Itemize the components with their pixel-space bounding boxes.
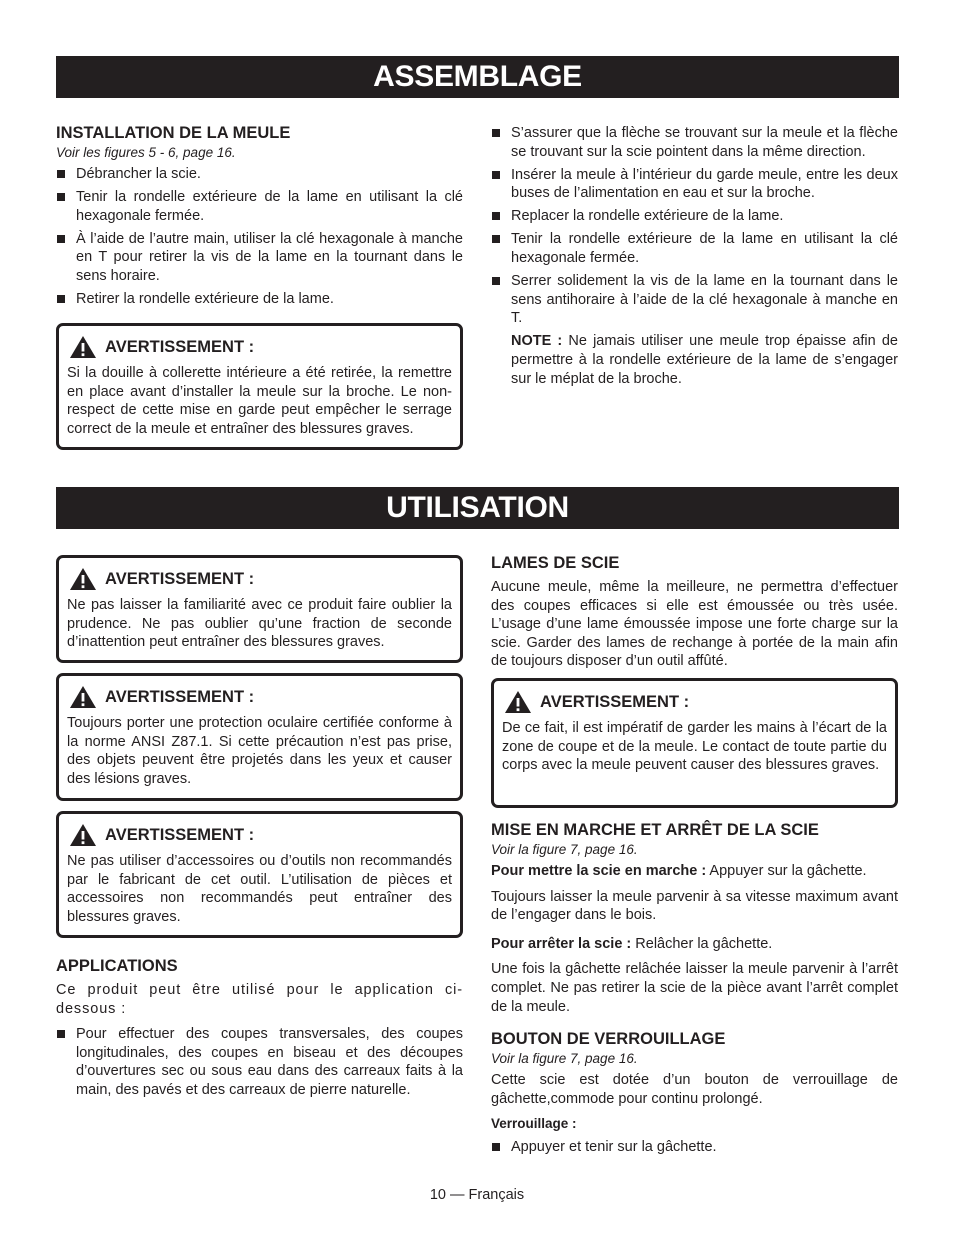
bullet-square [57,295,65,303]
bullet-square [57,170,65,178]
applications-list [56,1025,463,1099]
bullet-square [492,277,500,285]
warning-triangle-icon [504,690,532,714]
assembly-list [491,124,898,328]
warning-box [56,673,463,801]
bullet-square [57,235,65,243]
page-footer: 10 — Français [429,1187,525,1203]
installation-ref: Voir les figures 5 - 6, page 16. [56,145,236,160]
warning-triangle-icon [69,335,97,359]
warning-box [56,323,463,450]
warning-triangle-icon [69,823,97,847]
list-item: Insérer la meule à l’intérieur du garde meule, entre les deux buses de l’alimentation en eau et sur la broche. [491,166,898,203]
marche-paragraph-1: Toujours laisser la meule parvenir à sa vitesse maximum avant de l’engager dans le bois. [491,888,898,924]
warning-triangle-icon [69,567,97,591]
warning-text: Si la douille à collerette intérieure a été retirée, la remettre en place avant d’installer la meule sur la broche. Le non-respect de cette mise en garde peut empêcher le serrage correct de la meule et entraîner des blessures graves. [67,365,452,437]
bullet-square [492,1143,500,1151]
list-item: Tenir la rondelle extérieure de la lame en utilisant la clé hexagonale fermée. [56,188,463,225]
bouton-section [491,1030,898,1161]
warning-title: AVERTISSEMENT : [105,687,255,706]
applications-intro: Ce produit peut être utilisé pour le application ci-dessous : [56,982,463,1017]
marche-ref: Voir la figure 7, page 16. [491,842,638,857]
lock-label-line [491,1115,898,1134]
warning-title: AVERTISSEMENT : [105,337,255,356]
applications-section [56,957,463,1104]
list-item: Serrer solidement la vis de la lame en la tournant dans le sens antihoraire à l’aide de la clé hexagonale à manche en T. [491,272,898,328]
installation-heading: INSTALLATION DE LA MEULE [56,124,291,142]
bouton-list [491,1138,898,1157]
bullet-square [57,1030,65,1038]
warning-text: De ce fait, il est impératif de garder les mains à l’écart de la zone de coupe et de la meule. Le contact de toute partie du corps avec la meule peuvent causer des blessures graves. [502,720,887,774]
start-label: Pour mettre la scie en marche : [491,863,707,879]
warning-box [56,555,463,663]
note-paragraph [491,332,898,388]
assembly-steps [491,124,898,388]
warning-title: AVERTISSEMENT : [105,825,255,844]
note-label: NOTE : [511,333,563,350]
bullet-square [492,235,500,243]
warning-text: Ne pas laisser la familiarité avec ce produit faire oublier la prudence. Ne pas oublier qu’une fraction de seconde d’inattention peut entraîner des blessures graves. [67,597,452,651]
bullet-square [492,212,500,220]
warning-triangle-icon [69,685,97,709]
bullet-square [57,193,65,201]
stop-paragraph [491,935,898,954]
list-item: À l’aide de l’autre main, utiliser la clé hexagonale à manche en T pour retirer la vis de la lame en la tournant dans le sens horaire. [56,230,463,286]
warning-box [56,811,463,938]
start-text: Appuyer sur la gâchette. [709,863,867,879]
lock-label: Verrouillage : [491,1116,577,1132]
bouton-ref: Voir la figure 7, page 16. [491,1051,638,1066]
note-text: Ne jamais utiliser une meule trop épaisse afin de permettre à la rondelle extérieure de la lame de s’engager sur le méplat de la broche. [511,333,898,387]
warning-text: Toujours porter une protection oculaire certifiée conforme à la norme ANSI Z87.1. Si cette précaution n’est pas prise, des objets peuvent être projetés dans les yeux et causer des lésions graves. [67,715,452,787]
installation-list [56,165,463,309]
list-item: Tenir la rondelle extérieure de la lame en utilisant la clé hexagonale fermée. [491,230,898,267]
stop-text: Relâcher la gâchette. [635,935,773,952]
list-item: Retirer la rondelle extérieure de la lame. [56,290,463,309]
bouton-heading: BOUTON DE VERROUILLAGE [491,1030,726,1048]
lames-body: Aucune meule, même la meilleure, ne permettra d’effectuer des coupes efficaces si elle est émoussée ou très usée. L’usage d’une lame émoussée impose une forte charge sur la scie. Garder des lames de rechange à portée de la main afin de toujours disposer d’un outil affûté. [491,579,898,670]
bullet-square [492,129,500,137]
warning-text: Ne pas utiliser d’accessoires ou d’outils non recommandés par le fabricant de cet outil. L’utilisation de pièces et accessoires non recommandés peut entraîner des blessures graves. [67,853,452,925]
list-item: S’assurer que la flèche se trouvant sur la meule et la flèche se trouvant sur la scie pointent dans la même direction. [491,124,898,161]
warning-title: AVERTISSEMENT : [105,569,255,588]
marche-heading: MISE EN MARCHE ET ARRÊT DE LA SCIE [491,821,819,839]
stop-label: Pour arrêter la scie : [491,935,632,952]
bullet-square [492,171,500,179]
assemblage-banner: ASSEMBLAGE [56,56,899,98]
list-item: Replacer la rondelle extérieure de la lame. [491,207,898,226]
list-item: Pour effectuer des coupes transversales, des coupes longitudinales, des coupes en biseau et des découpes d’ouvertures sec ou sous eau dans des carreaux faits à la main, des pavés et des carreaux de pierre naturelle. [56,1025,463,1099]
warning-box [491,678,898,808]
lames-section [491,554,898,678]
bouton-body: Cette scie est dotée d’un bouton de verrouillage de gâchette,commode pour continu prolongé. [491,1072,898,1107]
lames-heading: LAMES DE SCIE [491,554,620,572]
utilisation-banner: UTILISATION [56,487,899,529]
start-paragraph [491,862,898,881]
list-item: Appuyer et tenir sur la gâchette. [491,1138,898,1157]
list-item: Débrancher la scie. [56,165,463,184]
marche-paragraph-2: Une fois la gâchette relâchée laisser la meule parvenir à l’arrêt complet. Ne pas retirer la scie de la pièce avant l’arrêt complet de la meule. [491,961,898,1015]
marche-section [491,821,898,1023]
installation-section [56,124,463,313]
applications-heading: APPLICATIONS [56,957,178,975]
warning-title: AVERTISSEMENT : [540,692,690,711]
